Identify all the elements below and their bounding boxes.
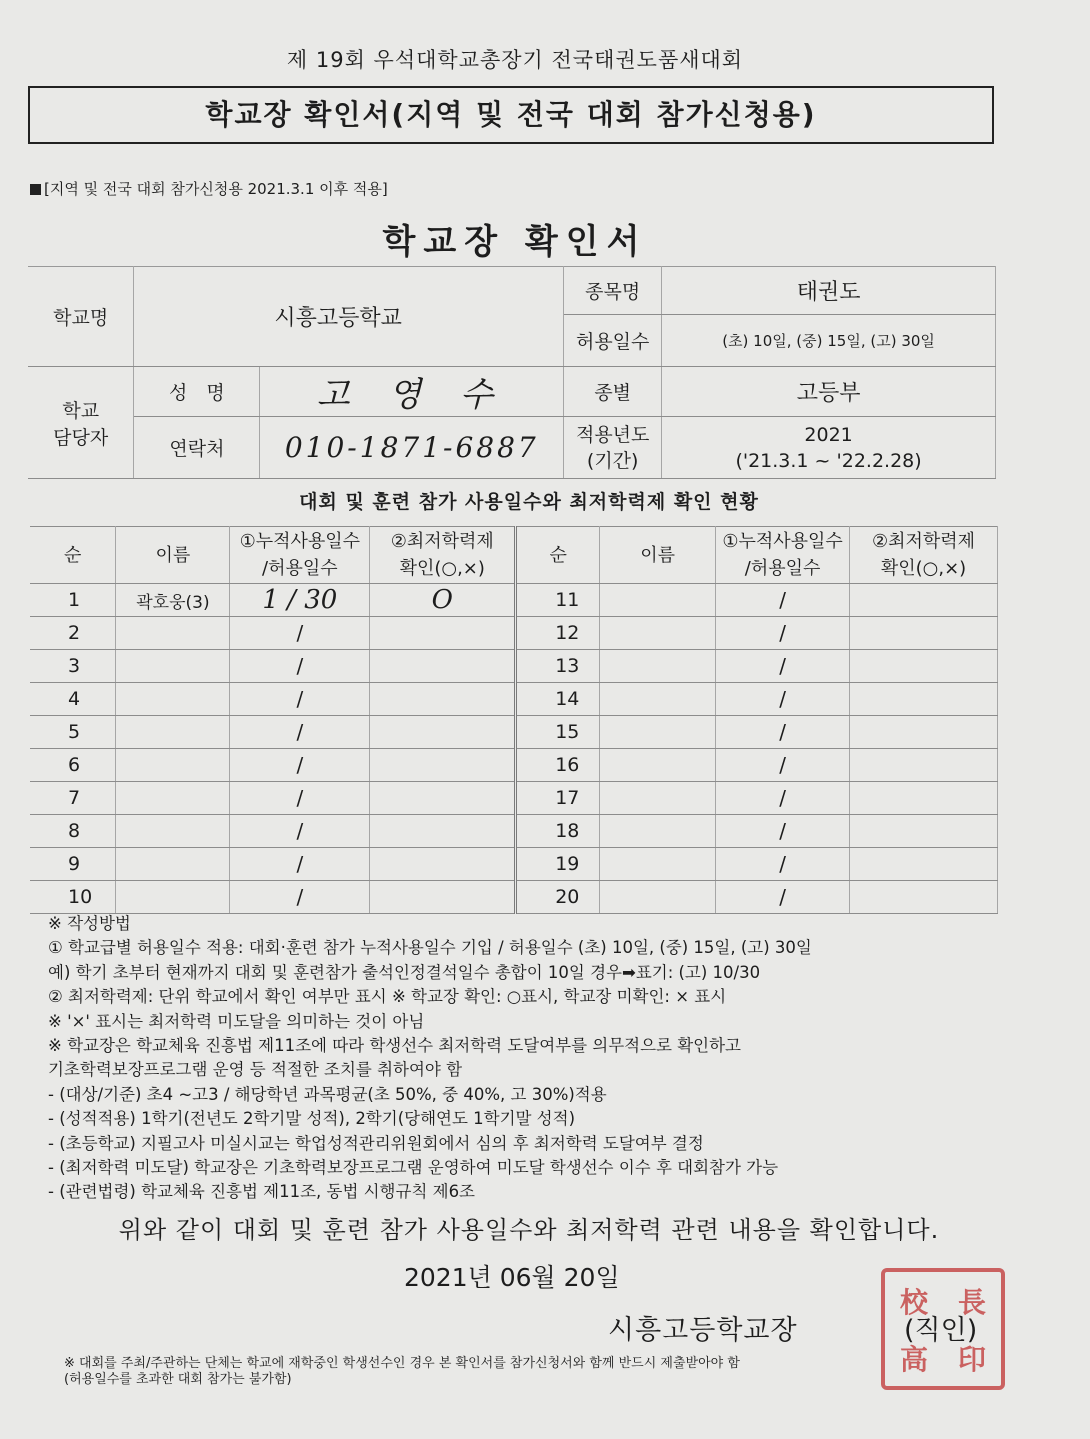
row-no: 8	[30, 815, 116, 848]
row-min	[370, 716, 516, 749]
instructions-heading: ※ 작성방법	[48, 914, 131, 933]
year-label: 적용년도 (기간)	[564, 417, 662, 479]
instructions	[48, 912, 1008, 1205]
table-row	[30, 848, 998, 881]
row-name-right	[600, 881, 716, 914]
row-min	[370, 782, 516, 815]
row-name	[116, 848, 230, 881]
row-name-right	[600, 584, 716, 617]
row-min-right	[850, 683, 998, 716]
row-name	[116, 716, 230, 749]
row-min-right	[850, 716, 998, 749]
row-days: /	[230, 716, 370, 749]
row-min-right	[850, 782, 998, 815]
instruction-line: 예) 학기 초부터 현재까지 대회 및 훈련참가 출석인정결석일수 총합이 10일 경우➡표기: (고) 10/30	[48, 962, 761, 982]
row-days: /	[230, 749, 370, 782]
row-min-right	[850, 617, 998, 650]
header-days: ①누적사용일수 /허용일수	[230, 527, 370, 584]
seal-label: (직인)	[904, 1315, 978, 1346]
row-name	[116, 815, 230, 848]
header-days-right: ①누적사용일수 /허용일수	[716, 527, 850, 584]
row-no: 1	[30, 584, 116, 617]
row-min	[370, 815, 516, 848]
table-row	[30, 584, 998, 617]
participant-rows	[30, 584, 998, 914]
instruction-line: - (대상/기준) 초4 ~고3 / 해당학년 과목평균(초 50%, 중 40%, 고 30%)적용	[48, 1084, 607, 1104]
instruction-line: ② 최저학력제: 단위 학교에서 확인 여부만 표시 ※ 학교장 확인: ○표시, 학교장 미확인: × 표시	[48, 987, 727, 1007]
row-name-right	[600, 683, 716, 716]
row-no-right: 12	[516, 617, 600, 650]
row-name	[116, 683, 230, 716]
row-name	[116, 617, 230, 650]
row-name-right	[600, 782, 716, 815]
table-row	[30, 716, 998, 749]
header-name: 이름	[116, 527, 230, 584]
row-name	[116, 749, 230, 782]
division-value: 고등부	[662, 367, 996, 417]
row-name-right	[600, 617, 716, 650]
division-label: 종별	[564, 367, 662, 417]
row-days-right: /	[716, 617, 850, 650]
row-name-right	[600, 749, 716, 782]
contact-name-handwritten: 고 영 수	[260, 367, 564, 417]
phone-label: 연락처	[134, 417, 260, 479]
table-row	[30, 683, 998, 716]
row-min-right	[850, 881, 998, 914]
instruction-line: - (성적적용) 1학기(전년도 2학기말 성적), 2학기(당해연도 1학기말 성적)	[48, 1109, 576, 1129]
header-min-right: ②최저학력제 확인(○,×)	[850, 527, 998, 584]
row-name: 곽호웅(3)	[116, 584, 230, 617]
row-no: 6	[30, 749, 116, 782]
row-days-right: /	[716, 683, 850, 716]
sport-value: 태권도	[662, 267, 996, 315]
row-days-right: /	[716, 650, 850, 683]
applicability-note: [지역 및 전국 대회 참가신청용 2021.3.1 이후 적용]	[30, 178, 388, 199]
participant-table	[30, 526, 998, 914]
row-min	[370, 881, 516, 914]
instruction-line: - (최저학력 미도달) 학교장은 기초학력보장프로그램 운영하여 미도달 학생선수 이수 후 대회참가 가능	[48, 1158, 779, 1178]
row-no-right: 15	[516, 716, 600, 749]
instruction-line: ※ '×' 표시는 최저학력 미도달을 의미하는 것이 아님	[48, 1011, 425, 1031]
table-row	[30, 617, 998, 650]
row-min-right	[850, 650, 998, 683]
instruction-line: ※ 학교장은 학교체육 진흥법 제11조에 따라 학생선수 최저학력 도달여부를 의무적으로 확인하고	[48, 1036, 741, 1056]
row-name	[116, 782, 230, 815]
row-no-right: 16	[516, 749, 600, 782]
header-min: ②최저학력제 확인(○,×)	[370, 527, 516, 584]
row-days: /	[230, 815, 370, 848]
row-min	[370, 848, 516, 881]
row-no-right: 11	[516, 584, 600, 617]
year-value: 2021 ('21.3.1 ~ '22.2.28)	[662, 417, 996, 479]
header-no: 순	[30, 527, 116, 584]
table-row	[30, 881, 998, 914]
row-min-right	[850, 815, 998, 848]
row-no: 10	[30, 881, 116, 914]
row-days-right: /	[716, 881, 850, 914]
row-days: /	[230, 617, 370, 650]
instruction-lines	[48, 936, 1008, 1204]
row-days: /	[230, 782, 370, 815]
row-no: 4	[30, 683, 116, 716]
footnote: ※ 대회를 주최/주관하는 단체는 학교에 재학중인 학생선수인 경우 본 확인서를 참가신청서와 함께 반드시 제출받아야 함 (허용일수를 초과한 대회 참가는 불가함)	[64, 1356, 740, 1387]
row-no-right: 18	[516, 815, 600, 848]
row-min: O	[370, 584, 516, 617]
name-label: 성 명	[134, 367, 260, 417]
event-title: 제 19회 우석대학교총장기 전국태권도품새대회	[286, 48, 744, 72]
row-no: 5	[30, 716, 116, 749]
allowed-days-label: 허용일수	[564, 315, 662, 367]
row-min-right	[850, 749, 998, 782]
school-info-table	[28, 266, 996, 479]
contact-person-label: 학교 담당자	[28, 367, 134, 479]
instruction-line: - (초등학교) 지필고사 미실시교는 학업성적관리위원회에서 심의 후 최저학력 도달여부 결정	[48, 1133, 704, 1153]
row-min	[370, 617, 516, 650]
official-seal-stamp: 校 長 高 印	[881, 1268, 1005, 1390]
sport-label: 종목명	[564, 267, 662, 315]
document-title: 학교장 확인서	[382, 222, 648, 262]
row-min	[370, 683, 516, 716]
row-min	[370, 749, 516, 782]
square-bullet-icon	[30, 184, 41, 195]
row-name-right	[600, 716, 716, 749]
row-days-right: /	[716, 815, 850, 848]
header-no-right: 순	[516, 527, 600, 584]
row-days-right: /	[716, 749, 850, 782]
row-no: 2	[30, 617, 116, 650]
row-name	[116, 881, 230, 914]
school-name-label: 학교명	[28, 267, 134, 367]
instruction-line: 기초학력보장프로그램 운영 등 적절한 조치를 취하여야 함	[48, 1060, 463, 1080]
row-no: 9	[30, 848, 116, 881]
row-name	[116, 650, 230, 683]
row-name-right	[600, 815, 716, 848]
row-days-right: /	[716, 782, 850, 815]
table-row	[30, 650, 998, 683]
row-days: 1 / 30	[230, 584, 370, 617]
row-days: /	[230, 881, 370, 914]
row-min-right	[850, 848, 998, 881]
header-name-right: 이름	[600, 527, 716, 584]
row-name-right	[600, 848, 716, 881]
row-no-right: 14	[516, 683, 600, 716]
table-row	[30, 749, 998, 782]
row-min-right	[850, 584, 998, 617]
confirmation-statement: 위와 같이 대회 및 훈련 참가 사용일수와 최저학력 관련 내용을 확인합니다.	[118, 1216, 940, 1244]
instruction-line: - (관련법령) 학교체육 진흥법 제11조, 동법 시행규칙 제6조	[48, 1182, 475, 1202]
row-min	[370, 650, 516, 683]
allowed-days-value: (초) 10일, (중) 15일, (고) 30일	[662, 315, 996, 367]
row-no: 7	[30, 782, 116, 815]
row-no-right: 19	[516, 848, 600, 881]
row-no-right: 13	[516, 650, 600, 683]
phone-handwritten: 010-1871-6887	[260, 417, 564, 479]
status-subtitle: 대회 및 훈련 참가 사용일수와 최저학력제 확인 현황	[299, 491, 759, 513]
principal-name: 시흥고등학교장	[608, 1315, 798, 1346]
row-no-right: 20	[516, 881, 600, 914]
row-days-right: /	[716, 848, 850, 881]
row-days-right: /	[716, 584, 850, 617]
form-title-box: 학교장 확인서(지역 및 전국 대회 참가신청용)	[28, 86, 994, 144]
row-days: /	[230, 650, 370, 683]
school-name-value: 시흥고등학교	[134, 267, 564, 367]
row-name-right	[600, 650, 716, 683]
table-row	[30, 815, 998, 848]
row-days: /	[230, 683, 370, 716]
instruction-line: ① 학교급별 허용일수 적용: 대회·훈련 참가 누적사용일수 기입 / 허용일수 (초) 10일, (중) 15일, (고) 30일	[48, 938, 812, 958]
table-row	[30, 782, 998, 815]
row-no: 3	[30, 650, 116, 683]
row-no-right: 17	[516, 782, 600, 815]
row-days-right: /	[716, 716, 850, 749]
issue-date: 2021년 06월 20일	[404, 1263, 620, 1292]
row-days: /	[230, 848, 370, 881]
